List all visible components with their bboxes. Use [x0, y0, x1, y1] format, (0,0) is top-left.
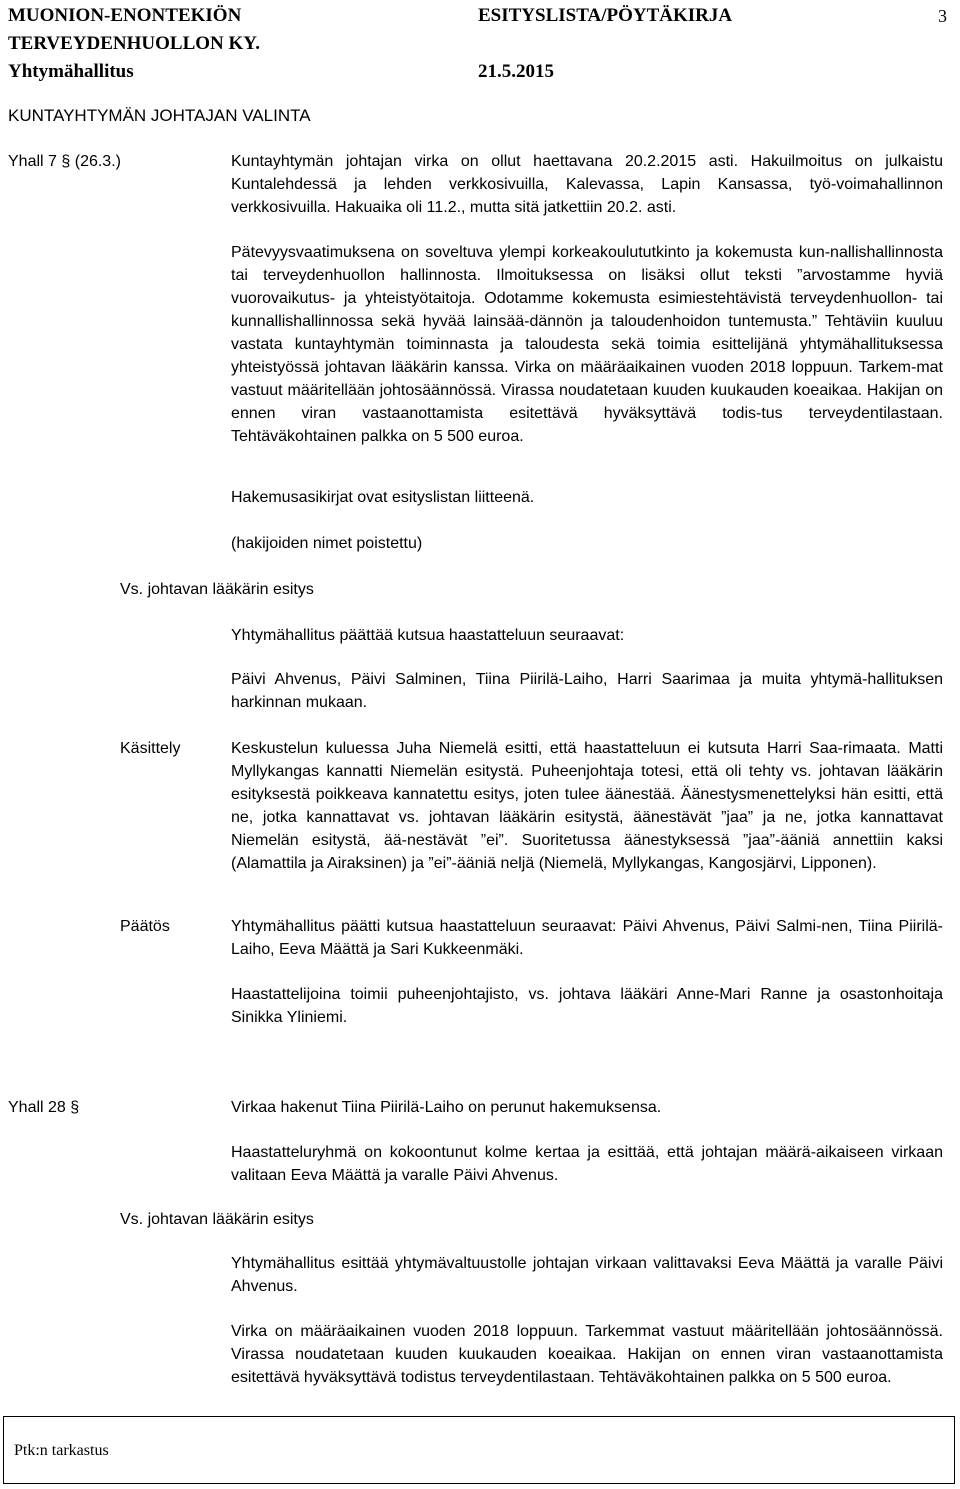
section-reference	[8, 150, 121, 173]
section-title: KUNTAYHTYMÄN JOHTAJAN VALINTA	[8, 106, 311, 125]
removed-names-note: (hakijoiden nimet poistettu)	[231, 535, 423, 552]
section-reference-2	[8, 1096, 79, 1119]
proposal-names: Päivi Ahvenus, Päivi Salminen, Tiina Piirilä-Laiho, Harri Saarimaa ja muita yhtymä-hallituksen harkinnan mukaan.	[231, 671, 943, 711]
handling-label: Käsittely	[120, 740, 181, 757]
withdrawn-text: Virkaa hakenut Tiina Piirilä-Laiho on perunut hakemuksensa.	[231, 1099, 662, 1116]
review-box	[3, 1416, 955, 1484]
decision-text: Yhtymähallitus päätti kutsua haastatteluun seuraavat: Päivi Ahvenus, Päivi Salmi-nen, Tiina Piirilä-Laiho, Eeva Määttä ja Sari Kukkeenmäki.	[231, 918, 943, 958]
intro-paragraph: Kuntayhtymän johtajan virka on ollut haettavana 20.2.2015 asti. Hakuilmoitus on julkaistu Kuntalehdessä ja lehden verkkosivuilla, Kalevassa, Lapin Kansassa, työ-voimahallinnon verkkosivuilla. Hakuaika oli 11.2., mutta sitä jatkettiin 20.2. asti.	[231, 153, 943, 216]
proposal-text-2: Yhtymähallitus esittää yhtymävaltuustolle johtajan virkaan valittavaksi Eeva Määttä ja varalle Päivi Ahvenus.	[231, 1255, 943, 1295]
review-label: Ptk:n tarkastus	[14, 1442, 109, 1459]
organization-name-line2: TERVEYDENHUOLLON KY.	[8, 33, 261, 54]
paragraph-symbol: §	[61, 153, 71, 170]
reference-date: (26.3.)	[74, 153, 121, 170]
reference-label: Yhall 7	[8, 153, 57, 170]
reference-label-2: Yhall 28	[8, 1099, 66, 1116]
interview-group-text: Haastatteluryhmä on kokoontunut kolme kertaa ja esittää, että johtajan määrä-aikaiseen virkaan valitaan Eeva Määttä ja varalle Päivi Ahvenus.	[231, 1144, 943, 1184]
board-name: Yhtymähallitus	[8, 61, 134, 82]
interviewers-text: Haastattelijoina toimii puheenjohtajisto, vs. johtava lääkäri Anne-Mari Ranne ja osastonhoitaja Sinikka Yliniemi.	[231, 986, 943, 1026]
requirements-paragraph: Pätevyysvaatimuksena on soveltuva ylempi korkeakoulututkinto ja kokemusta kun-nallishallinnosta tai terveydenhuollon hallinnosta. Ilmoituksessa on lisäksi ollut teksti ”arvostamme hyviä vuorovaikutus- ja yhteistyötaitoja. Odotamme kokemusta esimiestehtävistä terveydenhuollon- tai kunnallishallinnossa sekä hyvää lainsää-dännön ja taloudenhoidon tuntemusta.” Tehtäviin kuuluu vastata kuntayhtymän toiminnasta ja taloudesta sekä toimia esittelijänä yhtymähallituksessa yhteistyössä johtavan lääkärin kanssa. Virka on määräaikainen vuoden 2018 loppuun. Tarkem-mat vastuut määritellään johtosäännössä. Virassa noudatetaan kuuden kuukauden koeaikaa. Hakijan on ennen viran vastaanottamista esitettävä hyväksyttävä todis-tus terveydentilastaan. Tehtäväkohtainen palkka on 5 500 euroa.	[231, 244, 943, 445]
paragraph-symbol-2: §	[70, 1099, 80, 1116]
decision-label: Päätös	[120, 918, 170, 935]
proposal-label: Vs. johtavan lääkärin esitys	[120, 581, 314, 598]
handling-text: Keskustelun kuluessa Juha Niemelä esitti, että haastatteluun ei kutsuta Harri Saa-rimaata. Matti Myllykangas kannatti Niemelän esitystä. Puheenjohtaja totesi, että oli tehty vs. johtavan lääkärin esityksestä poikkeava kannatettu esitys, joten tulee äänestää. Äänestysmenettelyksi hän esitti, että ne, jotka kannattavat vs. johtavan lääkärin esitystä, äänestävät ”jaa” ja ne, jotka kannattavat Niemelän esitystä, ää-nestävät ”ei”. Suoritetussa äänestyksessä ”jaa”-ääniä annettiin kaksi (Alamattila ja Airaksinen) ja ”ei”-ääniä neljä (Niemelä, Myllykangas, Kangosjärvi, Lipponen).	[231, 740, 943, 872]
organization-name-line1: MUONION-ENONTEKIÖN	[8, 5, 242, 26]
proposal-label-2: Vs. johtavan lääkärin esitys	[120, 1211, 314, 1228]
document-type: ESITYSLISTA/PÖYTÄKIRJA	[478, 5, 733, 26]
terms-text: Virka on määräaikainen vuoden 2018 loppuun. Tarkemmat vastuut määritellään johtosäännössä. Virassa noudatetaan kuuden kuukauden koeaikaa. Hakijan on ennen viran vastaanottamista esitettävä hyväksyttävä todistus terveydentilastaan. Tehtäväkohtainen palkka on 5 500 euroa.	[231, 1323, 943, 1386]
proposal-text: Yhtymähallitus päättää kutsua haastatteluun seuraavat:	[231, 627, 625, 644]
page-number: 3	[938, 6, 947, 26]
meeting-date: 21.5.2015	[478, 61, 554, 82]
attachments-note: Hakemusasikirjat ovat esityslistan liitteenä.	[231, 489, 535, 506]
